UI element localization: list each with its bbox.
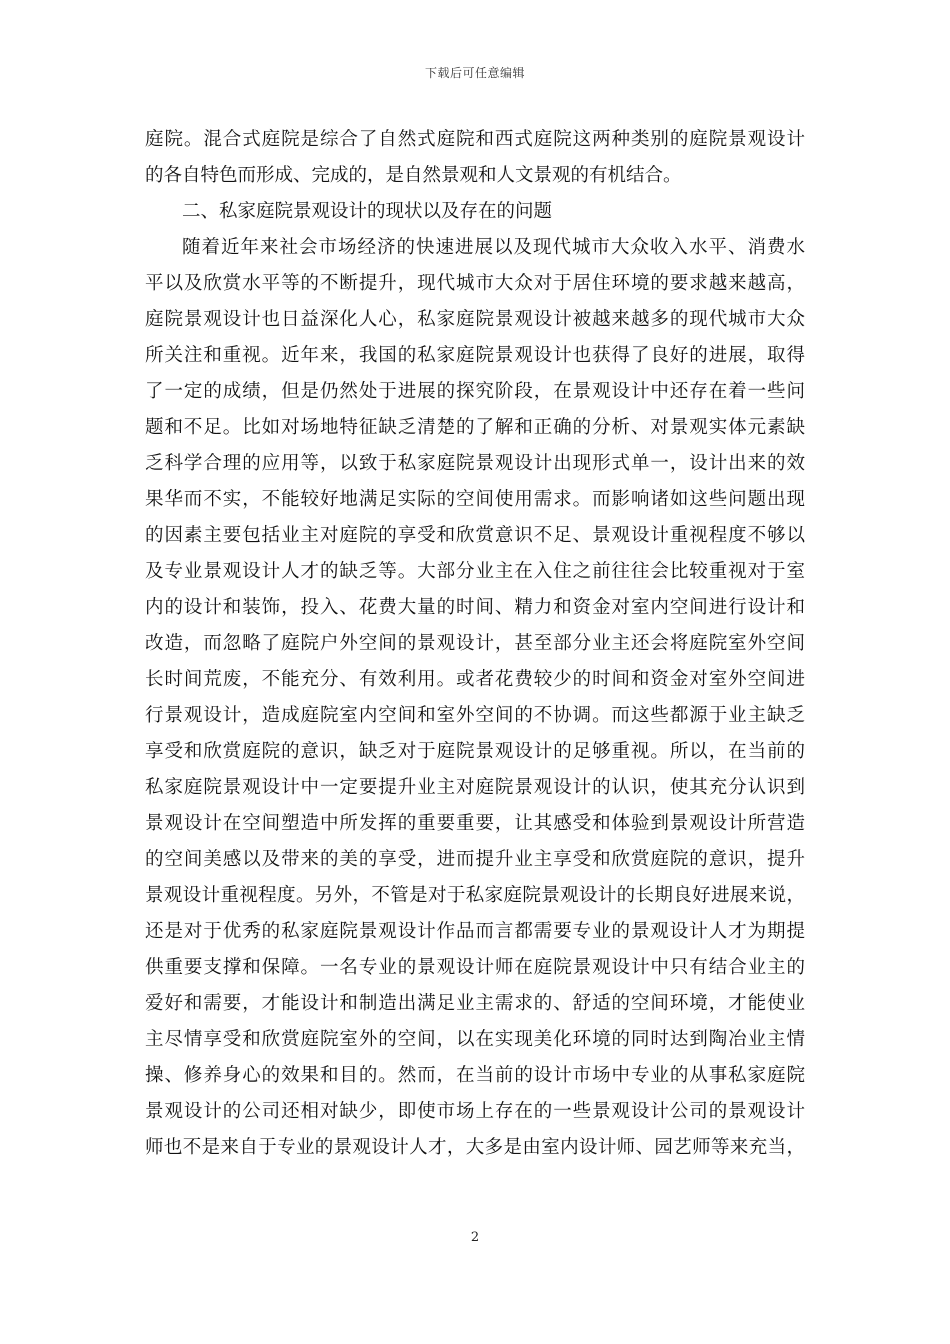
page-number: 2	[470, 1230, 480, 1245]
paragraph-line: 行景观设计，造成庭院室内空间和室外空间的不协调。而这些都源于业主缺乏	[145, 705, 805, 726]
paragraph-line: 爱好和需要，才能设计和制造出满足业主需求的、舒适的空间环境，才能使业	[145, 993, 805, 1014]
paragraph-line: 操、修养身心的效果和目的。然而，在当前的设计市场中专业的从事私家庭院	[145, 1065, 805, 1086]
paragraph-line: 了一定的成绩，但是仍然处于进展的探究阶段，在景观设计中还存在着一些问	[145, 381, 805, 402]
paragraph-line: 的因素主要包括业主对庭院的享受和欣赏意识不足、景观设计重视程度不够以	[145, 525, 805, 546]
paragraph-line: 内的设计和装饰，投入、花费大量的时间、精力和资金对室内空间进行设计和	[145, 597, 805, 618]
paragraph-line: 庭院景观设计也日益深化人心，私家庭院景观设计被越来越多的现代城市大众	[145, 309, 805, 330]
paragraph-line: 师也不是来自于专业的景观设计人才，大多是由室内设计师、园艺师等来充当，	[145, 1137, 805, 1158]
paragraph-line: 享受和欣赏庭院的意识，缺乏对于庭院景观设计的足够重视。所以，在当前的	[145, 741, 805, 762]
paragraph-line: 的空间美感以及带来的美的享受，进而提升业主享受和欣赏庭院的意识，提升	[145, 849, 805, 870]
paragraph-line: 供重要支撑和保障。一名专业的景观设计师在庭院景观设计中只有结合业主的	[145, 957, 805, 978]
paragraph-line: 景观设计在空间塑造中所发挥的重要重要，让其感受和体验到景观设计所营造	[145, 813, 805, 834]
paragraph-line: 私家庭院景观设计中一定要提升业主对庭院景观设计的认识，使其充分认识到	[145, 777, 805, 798]
paragraph-line: 长时间荒废，不能充分、有效利用。或者花费较少的时间和资金对室外空间进	[145, 669, 805, 690]
paragraph-line: 果华而不实，不能较好地满足实际的空间使用需求。而影响诸如这些问题出现	[145, 489, 805, 510]
page-header: 下载后可任意编辑	[424, 66, 525, 80]
paragraph-line: 平以及欣赏水平等的不断提升，现代城市大众对于居住环境的要求越来越高，	[145, 273, 805, 294]
paragraph-line: 景观设计重视程度。另外，不管是对于私家庭院景观设计的长期良好进展来说，	[145, 885, 805, 906]
paragraph-line: 乏科学合理的应用等，以致于私家庭院景观设计出现形式单一，设计出来的效	[145, 453, 805, 474]
paragraph-line: 还是对于优秀的私家庭院景观设计作品而言都需要专业的景观设计人才为期提	[145, 921, 805, 942]
paragraph-line: 所关注和重视。近年来，我国的私家庭院景观设计也获得了良好的进展，取得	[145, 345, 805, 366]
paragraph-line: 景观设计的公司还相对缺少，即使市场上存在的一些景观设计公司的景观设计	[145, 1101, 805, 1122]
paragraph-line: 随着近年来社会市场经济的快速进展以及现代城市大众收入水平、消费水	[182, 237, 805, 258]
section-heading: 二、私家庭院景观设计的现状以及存在的问题	[182, 201, 553, 222]
paragraph-line: 主尽情享受和欣赏庭院室外的空间，以在实现美化环境的同时达到陶冶业主情	[145, 1029, 805, 1050]
paragraph-line: 的各自特色而形成、完成的，是自然景观和人文景观的有机结合。	[145, 165, 682, 186]
paragraph-line: 题和不足。比如对场地特征缺乏清楚的了解和正确的分析、对景观实体元素缺	[145, 417, 805, 438]
paragraph-line: 改造，而忽略了庭院户外空间的景观设计，甚至部分业主还会将庭院室外空间	[145, 633, 805, 654]
paragraph-line: 及专业景观设计人才的缺乏等。大部分业主在入住之前往往会比较重视对于室	[145, 561, 805, 582]
paragraph-line: 庭院。混合式庭院是综合了自然式庭院和西式庭院这两种类别的庭院景观设计	[145, 129, 805, 150]
